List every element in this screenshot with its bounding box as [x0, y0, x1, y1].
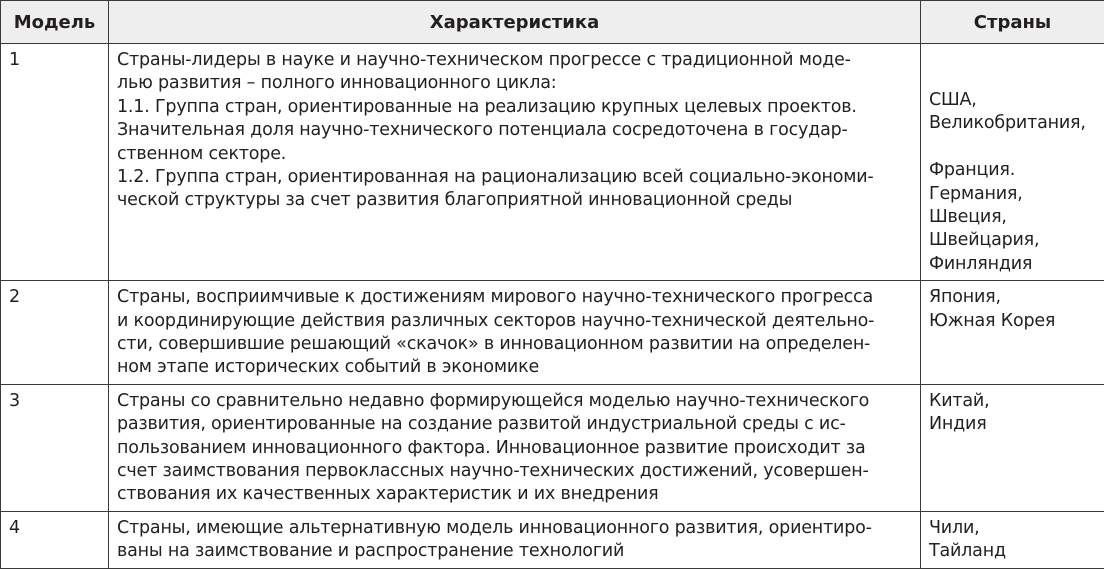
model-number: 4 [1, 511, 109, 568]
characteristic-line: Страны, восприимчивые к достижениям мирового научно-технического прогресса [117, 286, 914, 309]
characteristic-line: сти, совершившие решающий «скачок» в инновационном развитии на определен- [117, 333, 914, 356]
header-model: Модель [1, 1, 109, 44]
table-row [1, 281, 1104, 385]
country-name: Чили, [929, 517, 1098, 540]
country-name: Финляндия [929, 253, 1098, 276]
country-name: Франция. [929, 159, 1098, 182]
countries-cell [921, 44, 1104, 281]
characteristic-line: Страны, имеющие альтернативную модель инновационного развития, ориентиро- [117, 517, 914, 540]
characteristic-line: 1.2. Группа стран, ориентированная на рационализацию всей социально-экономи- [117, 166, 914, 189]
characteristic-cell [109, 384, 921, 511]
characteristic-line: ствования их качественных характеристик и их внедрения [117, 483, 914, 506]
model-number: 3 [1, 384, 109, 511]
countries-cell [921, 384, 1104, 511]
country-name: Швейцария, [929, 229, 1098, 252]
country-name: Великобритания, [929, 112, 1098, 135]
country-name: Швеция, [929, 206, 1098, 229]
characteristic-line: ном этапе исторических событий в экономике [117, 356, 914, 379]
characteristic-line: Страны со сравнительно недавно формирующейся моделью научно-технического [117, 390, 914, 413]
characteristic-line: ственном секторе. [117, 143, 914, 166]
country-name: США, [929, 89, 1098, 112]
country-name: Китай, [929, 390, 1098, 413]
characteristic-line: Значительная доля научно-технического потенциала сосредоточена в государ- [117, 119, 914, 142]
characteristic-cell [109, 281, 921, 385]
characteristic-line: и координирующие действия различных секторов научно-технической деятельно- [117, 310, 914, 333]
table-header-row [1, 1, 1104, 44]
characteristic-line: развития, ориентированные на создание развитой индустриальной среды с ис- [117, 413, 914, 436]
countries-list [929, 49, 1098, 276]
characteristic-line: ваны на заимствование и распространение технологий [117, 540, 914, 563]
table-row [1, 44, 1104, 281]
characteristic-cell [109, 44, 921, 281]
characteristic-line: пользованием инновационного фактора. Инновационное развитие происходит за [117, 437, 914, 460]
characteristic-line: лью развития – полного инновационного цикла: [117, 72, 914, 95]
country-name: Индия [929, 413, 1098, 436]
model-number: 2 [1, 281, 109, 385]
spacer [929, 136, 1098, 159]
table-row [1, 384, 1104, 511]
countries-cell [921, 511, 1104, 568]
country-name: Южная Корея [929, 310, 1098, 333]
country-name: Тайланд [929, 540, 1098, 563]
characteristic-line: 1.1. Группа стран, ориентированные на реализацию крупных целевых проектов. [117, 96, 914, 119]
characteristic-line: Страны-лидеры в науке и научно-техническом прогрессе с традиционной моде- [117, 49, 914, 72]
header-characteristic: Характеристика [109, 1, 921, 44]
countries-cell [921, 281, 1104, 385]
country-name: Япония, [929, 286, 1098, 309]
header-countries: Страны [921, 1, 1104, 44]
characteristic-cell [109, 511, 921, 568]
country-name: Германия, [929, 183, 1098, 206]
table-row [1, 511, 1104, 568]
model-number: 1 [1, 44, 109, 281]
characteristic-line: счет заимствования первоклассных научно-технических достижений, усовершен- [117, 460, 914, 483]
characteristic-line: ческой структуры за счет развития благоприятной инновационной среды [117, 189, 914, 212]
